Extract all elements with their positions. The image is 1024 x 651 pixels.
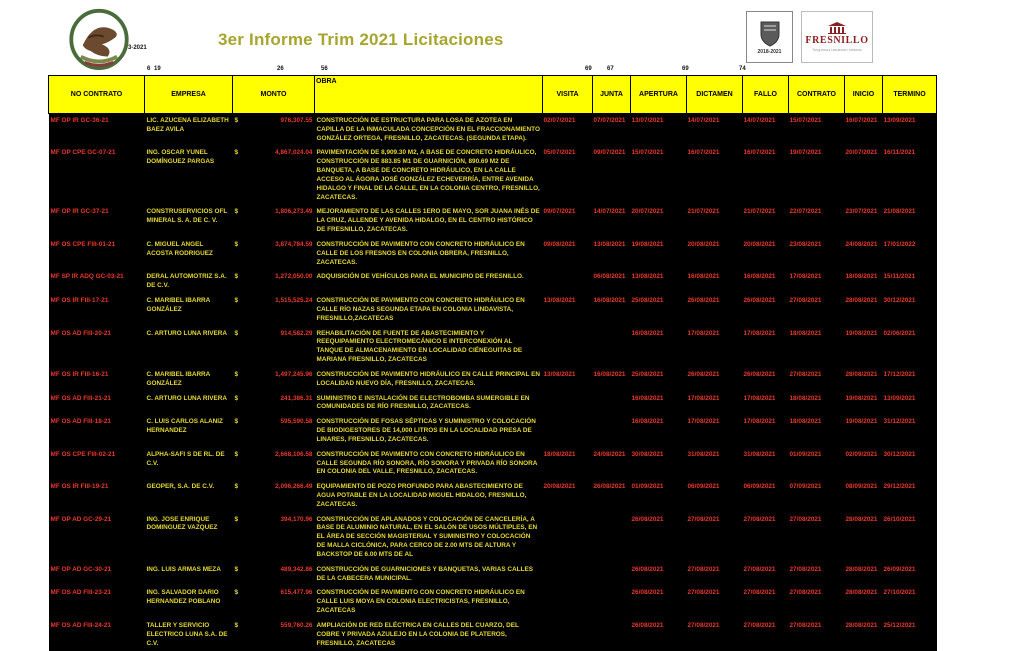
table-row bbox=[49, 205, 937, 237]
period-label: 3-2021 bbox=[128, 45, 147, 51]
cell-empresa: CONSTRUSERVICIOS OFL MINERAL S. A. DE C. V. bbox=[145, 205, 233, 237]
cell-visita bbox=[543, 513, 593, 563]
cell-fallo: 26/08/2021 bbox=[743, 294, 789, 326]
table-row bbox=[49, 327, 937, 368]
cell-empresa: ING. SALVADOR DARIO HERNANDEZ POBLANO bbox=[145, 586, 233, 618]
monto-amount: 489,342.86 bbox=[281, 566, 313, 575]
cell-apertura: 25/08/2021 bbox=[631, 294, 687, 326]
cell-monto bbox=[233, 146, 315, 205]
currency-symbol: $ bbox=[235, 589, 239, 598]
cell-empresa: C. ARTURO LUNA RIVERA bbox=[145, 392, 233, 416]
currency-symbol: $ bbox=[235, 371, 239, 380]
ruler-number: 19 bbox=[154, 66, 161, 72]
cell-dictamen: 16/08/2021 bbox=[687, 270, 743, 294]
cell-apertura: 16/08/2021 bbox=[631, 327, 687, 368]
column-header-no-contrato: NO CONTRATO bbox=[49, 76, 145, 114]
cell-dictamen: 14/07/2021 bbox=[687, 114, 743, 147]
cell-obra: CONSTRUCCIÓN DE PAVIMENTO HIDRÁULICO EN CALLE PRINCIPAL EN LOCALIDAD NUEVO DÍA, FRESNILLO, ZACATECAS. bbox=[315, 368, 543, 392]
cell-fallo: 20/08/2021 bbox=[743, 238, 789, 270]
cell-apertura: 13/08/2021 bbox=[631, 270, 687, 294]
currency-symbol: $ bbox=[235, 418, 239, 427]
cell-termino: 17/12/2021 bbox=[883, 368, 937, 392]
table-row bbox=[49, 415, 937, 447]
cell-fallo: 21/07/2021 bbox=[743, 205, 789, 237]
cell-empresa: LIC. AZUCENA ELIZABETH BAEZ AVILA bbox=[145, 114, 233, 147]
cell-junta bbox=[593, 327, 631, 368]
cell-visita: 13/08/2021 bbox=[543, 368, 593, 392]
cell-visita bbox=[543, 586, 593, 618]
cell-visita: 02/07/2021 bbox=[543, 114, 593, 147]
cell-obra: MEJORAMIENTO DE LAS CALLES 1ERO DE MAYO, SOR JUANA INÉS DE LA CRUZ, ALLENDE Y AVENIDA HIDALGO, EN EL CENTRO HISTÓRICO DE FRESNILLO, ZACATECAS. bbox=[315, 205, 543, 237]
table-row bbox=[49, 368, 937, 392]
column-header-termino: TERMINO bbox=[883, 76, 937, 114]
cell-contrato: 15/07/2021 bbox=[789, 114, 845, 147]
cell-termino: 02/06/2021 bbox=[883, 327, 937, 368]
monto-amount: 2,668,106.58 bbox=[275, 451, 312, 460]
currency-symbol: $ bbox=[235, 149, 239, 158]
cell-dictamen: 31/08/2021 bbox=[687, 448, 743, 480]
cell-monto bbox=[233, 448, 315, 480]
cell-inicio: 20/07/2021 bbox=[845, 146, 883, 205]
column-header-apertura: APERTURA bbox=[631, 76, 687, 114]
cell-junta: 26/08/2021 bbox=[593, 480, 631, 512]
cell-junta: 16/08/2021 bbox=[593, 294, 631, 326]
cell-inicio: 24/08/2021 bbox=[845, 238, 883, 270]
cell-no-contrato: MF OP AD GC-30-21 bbox=[49, 563, 145, 587]
cell-inicio: 19/08/2021 bbox=[845, 327, 883, 368]
cell-contrato: 27/08/2021 bbox=[789, 563, 845, 587]
cell-empresa: C. ARTURO LUNA RIVERA bbox=[145, 327, 233, 368]
cell-contrato: 18/08/2021 bbox=[789, 415, 845, 447]
column-header-dictamen: DICTAMEN bbox=[687, 76, 743, 114]
cell-apertura: 26/08/2021 bbox=[631, 619, 687, 651]
licitaciones-table bbox=[48, 75, 937, 651]
cell-inicio: 28/08/2021 bbox=[845, 513, 883, 563]
ruler-number: 69 bbox=[682, 66, 689, 72]
cell-termino: 30/12/2021 bbox=[883, 294, 937, 326]
cell-apertura: 25/08/2021 bbox=[631, 368, 687, 392]
cell-apertura: 20/07/2021 bbox=[631, 205, 687, 237]
monto-amount: 3,874,784.59 bbox=[275, 241, 312, 250]
cell-junta: 06/08/2021 bbox=[593, 270, 631, 294]
monto-amount: 1,497,245.96 bbox=[275, 371, 312, 380]
cell-apertura: 26/08/2021 bbox=[631, 513, 687, 563]
cell-empresa: TALLER Y SERVICIO ELECTRICO LUNA S.A. DE C.V. bbox=[145, 619, 233, 651]
ruler-number: 69 bbox=[585, 66, 592, 72]
table-row bbox=[49, 480, 937, 512]
cell-inicio: 19/08/2021 bbox=[845, 392, 883, 416]
cell-empresa: ING. OSCAR YUNEL DOMÍNGUEZ PARGAS bbox=[145, 146, 233, 205]
table-body bbox=[49, 114, 937, 651]
cell-inicio: 28/08/2021 bbox=[845, 586, 883, 618]
monto-amount: 394,170.96 bbox=[281, 516, 313, 525]
cell-obra: SUMINISTRO E INSTALACIÓN DE ELECTROBOMBA SUMERGIBLE EN COMUNIDADES DE RÍO FRESNILLO, ZACATECAS. bbox=[315, 392, 543, 416]
cell-no-contrato: MF OS IR FIII-16-21 bbox=[49, 368, 145, 392]
cell-fallo: 16/07/2021 bbox=[743, 146, 789, 205]
cell-monto bbox=[233, 368, 315, 392]
cell-no-contrato: MF OP AD GC-29-21 bbox=[49, 513, 145, 563]
cell-termino: 27/10/2021 bbox=[883, 586, 937, 618]
cell-junta: 09/07/2021 bbox=[593, 146, 631, 205]
cell-empresa: C. MIGUEL ANGEL ACOSTA RODRIGUEZ bbox=[145, 238, 233, 270]
cell-obra: CONSTRUCCIÓN DE ESTRUCTURA PARA LOSA DE AZOTEA EN CAPILLA DE LA INMACULADA CONCEPCIÓN EN EL FRACCIONAMIENTO GONZÁLEZ ORTEGA, FRESNILLO, ZACATECAS. (SEGUNDA ETAPA). bbox=[315, 114, 543, 147]
cell-fallo: 26/08/2021 bbox=[743, 368, 789, 392]
cell-apertura: 30/08/2021 bbox=[631, 448, 687, 480]
cell-monto bbox=[233, 114, 315, 147]
cell-termino: 31/12/2021 bbox=[883, 415, 937, 447]
cell-dictamen: 17/08/2021 bbox=[687, 327, 743, 368]
cell-dictamen: 26/08/2021 bbox=[687, 294, 743, 326]
cell-junta bbox=[593, 415, 631, 447]
table-row bbox=[49, 146, 937, 205]
cell-termino: 29/12/2021 bbox=[883, 480, 937, 512]
cell-termino: 21/08/2021 bbox=[883, 205, 937, 237]
mexico-coat-of-arms-logo bbox=[56, 5, 142, 72]
cell-empresa: C. MARIBEL IBARRA GONZÁLEZ bbox=[145, 294, 233, 326]
cell-contrato: 22/07/2021 bbox=[789, 205, 845, 237]
monto-amount: 2,096,266.49 bbox=[275, 483, 312, 492]
cell-apertura: 19/08/2021 bbox=[631, 238, 687, 270]
cell-dictamen: 26/08/2021 bbox=[687, 368, 743, 392]
cell-fallo: 14/07/2021 bbox=[743, 114, 789, 147]
monto-amount: 241,386.31 bbox=[281, 395, 313, 404]
table-row bbox=[49, 448, 937, 480]
cell-no-contrato: MF OS IR FIII-17-21 bbox=[49, 294, 145, 326]
table-row bbox=[49, 392, 937, 416]
cell-visita bbox=[543, 415, 593, 447]
cell-contrato: 23/08/2021 bbox=[789, 238, 845, 270]
cell-termino: 15/11/2021 bbox=[883, 270, 937, 294]
column-header-contrato: CONTRATO bbox=[789, 76, 845, 114]
cell-contrato: 19/07/2021 bbox=[789, 146, 845, 205]
cell-no-contrato: MF OP CPE GC-07-21 bbox=[49, 146, 145, 205]
cell-monto bbox=[233, 513, 315, 563]
cell-no-contrato: MF OS CPE FIII-01-21 bbox=[49, 238, 145, 270]
monto-amount: 976,307.55 bbox=[281, 117, 313, 126]
ruler-number: 74 bbox=[739, 66, 746, 72]
cell-inicio: 23/07/2021 bbox=[845, 205, 883, 237]
cell-inicio: 28/08/2021 bbox=[845, 563, 883, 587]
cell-contrato: 17/08/2021 bbox=[789, 270, 845, 294]
cell-junta bbox=[593, 563, 631, 587]
fresnillo-logo bbox=[801, 11, 873, 63]
ruler bbox=[0, 66, 1024, 74]
table-header-row bbox=[49, 76, 937, 114]
cell-monto bbox=[233, 327, 315, 368]
cell-junta bbox=[593, 619, 631, 651]
municipal-crest-logo bbox=[746, 11, 793, 63]
cell-contrato: 27/08/2021 bbox=[789, 586, 845, 618]
cell-visita: 18/08/2021 bbox=[543, 448, 593, 480]
cell-dictamen: 27/08/2021 bbox=[687, 563, 743, 587]
cell-visita: 20/08/2021 bbox=[543, 480, 593, 512]
cell-fallo: 17/08/2021 bbox=[743, 392, 789, 416]
currency-symbol: $ bbox=[235, 483, 239, 492]
cell-junta: 14/07/2021 bbox=[593, 205, 631, 237]
monto-amount: 1,272,050.00 bbox=[275, 273, 312, 282]
cell-termino: 13/09/2021 bbox=[883, 114, 937, 147]
cell-no-contrato: MF OS AD FIII-18-21 bbox=[49, 415, 145, 447]
cell-fallo: 27/08/2021 bbox=[743, 586, 789, 618]
column-header-visita: VISITA bbox=[543, 76, 593, 114]
column-header-monto: MONTO bbox=[233, 76, 315, 114]
ruler-number: 67 bbox=[607, 66, 614, 72]
building-icon bbox=[827, 22, 847, 34]
currency-symbol: $ bbox=[235, 395, 239, 404]
cell-no-contrato: MF OP IR GC-37-21 bbox=[49, 205, 145, 237]
cell-termino: 17/01/2022 bbox=[883, 238, 937, 270]
monto-amount: 559,760.26 bbox=[281, 622, 313, 631]
currency-symbol: $ bbox=[235, 241, 239, 250]
cell-no-contrato: MF OS CPE FIII-02-21 bbox=[49, 448, 145, 480]
column-header-junta: JUNTA bbox=[593, 76, 631, 114]
currency-symbol: $ bbox=[235, 330, 239, 339]
cell-monto bbox=[233, 480, 315, 512]
ruler-number: 56 bbox=[321, 66, 328, 72]
cell-contrato: 07/09/2021 bbox=[789, 480, 845, 512]
cell-fallo: 16/08/2021 bbox=[743, 270, 789, 294]
cell-monto bbox=[233, 563, 315, 587]
crest-caption: 2018-2021 bbox=[758, 49, 782, 55]
column-header-fallo: FALLO bbox=[743, 76, 789, 114]
ruler-number: 26 bbox=[277, 66, 284, 72]
cell-fallo: 31/08/2021 bbox=[743, 448, 789, 480]
cell-no-contrato: MF OS AD FIII-23-21 bbox=[49, 586, 145, 618]
monto-amount: 595,590.58 bbox=[281, 418, 313, 427]
cell-obra: PAVIMENTACIÓN DE 8,909.30 M2, A BASE DE CONCRETO HIDRÁULICO, CONSTRUCCIÓN DE 883.85 M1 DE GUARNICIÓN, 890.69 M2 DE BANQUETA, A BASE DE CONCRETO HIDRÁULICO, EN LA CALLE ACCESO AL ÁGORA JOSÉ GONZÁLEZ ECHEVERRÍA, ENTRE AVENIDA HIDALGO Y FINAL DE LA CALLE, EN LA COLONIA CENTRO, FRESNILLO, ZACATECAS. bbox=[315, 146, 543, 205]
fresnillo-brand-tagline: Seguimos haciendo historia bbox=[812, 47, 861, 52]
cell-empresa: C. LUIS CARLOS ALANIZ HERNANDEZ bbox=[145, 415, 233, 447]
cell-monto bbox=[233, 238, 315, 270]
cell-junta bbox=[593, 586, 631, 618]
cell-fallo: 27/08/2021 bbox=[743, 513, 789, 563]
cell-dictamen: 06/09/2021 bbox=[687, 480, 743, 512]
cell-empresa: ALPHA-SAFI S DE RL. DE C.V. bbox=[145, 448, 233, 480]
currency-symbol: $ bbox=[235, 208, 239, 217]
cell-monto bbox=[233, 392, 315, 416]
cell-dictamen: 17/08/2021 bbox=[687, 392, 743, 416]
table-row bbox=[49, 238, 937, 270]
cell-dictamen: 17/08/2021 bbox=[687, 415, 743, 447]
cell-monto bbox=[233, 415, 315, 447]
cell-fallo: 17/08/2021 bbox=[743, 327, 789, 368]
cell-no-contrato: MF SP IR ADQ GC-03-21 bbox=[49, 270, 145, 294]
cell-dictamen: 16/07/2021 bbox=[687, 146, 743, 205]
cell-inicio: 19/08/2021 bbox=[845, 415, 883, 447]
cell-visita bbox=[543, 270, 593, 294]
currency-symbol: $ bbox=[235, 516, 239, 525]
cell-empresa: GEOPER, S.A. DE C.V. bbox=[145, 480, 233, 512]
shield-icon bbox=[759, 20, 781, 48]
cell-apertura: 13/07/2021 bbox=[631, 114, 687, 147]
cell-dictamen: 27/08/2021 bbox=[687, 513, 743, 563]
currency-symbol: $ bbox=[235, 297, 239, 306]
page-title: 3er Informe Trim 2021 Licitaciones bbox=[218, 30, 504, 50]
cell-no-contrato: MF OS AD FIII-21-21 bbox=[49, 392, 145, 416]
cell-inicio: 28/08/2021 bbox=[845, 619, 883, 651]
cell-apertura: 16/08/2021 bbox=[631, 392, 687, 416]
ruler-number: 6 bbox=[147, 66, 150, 72]
cell-visita bbox=[543, 619, 593, 651]
cell-obra: CONSTRUCCIÓN DE PAVIMENTO CON CONCRETO HIDRÁULICO EN CALLE RÍO NAZAS SEGUNDA ETAPA EN COLONIA LINDAVISTA, FRESNILLO,ZACATECAS bbox=[315, 294, 543, 326]
table-row bbox=[49, 563, 937, 587]
cell-termino: 26/10/2021 bbox=[883, 513, 937, 563]
cell-dictamen: 20/08/2021 bbox=[687, 238, 743, 270]
cell-no-contrato: MF OS IR FIII-19-21 bbox=[49, 480, 145, 512]
cell-visita bbox=[543, 392, 593, 416]
cell-apertura: 15/07/2021 bbox=[631, 146, 687, 205]
cell-obra: CONSTRUCCIÓN DE FOSAS SÉPTICAS Y SUMINISTRO Y COLOCACIÓN DE BIODIGESTORES DE 14,000 LITROS EN LA LOCALIDAD PRESA DE LINARES, FRESNILLO, ZACATECAS. bbox=[315, 415, 543, 447]
cell-monto bbox=[233, 586, 315, 618]
cell-no-contrato: MF OP IR GC-36-21 bbox=[49, 114, 145, 147]
cell-apertura: 26/08/2021 bbox=[631, 563, 687, 587]
cell-apertura: 01/09/2021 bbox=[631, 480, 687, 512]
cell-contrato: 27/08/2021 bbox=[789, 294, 845, 326]
table-header bbox=[49, 76, 937, 114]
cell-visita bbox=[543, 327, 593, 368]
cell-apertura: 26/08/2021 bbox=[631, 586, 687, 618]
cell-contrato: 27/08/2021 bbox=[789, 513, 845, 563]
cell-fallo: 17/08/2021 bbox=[743, 415, 789, 447]
monto-amount: 615,477.96 bbox=[281, 589, 313, 598]
column-header-inicio: INICIO bbox=[845, 76, 883, 114]
cell-obra: EQUIPAMIENTO DE POZO PROFUNDO PARA ABASTECIMIENTO DE AGUA POTABLE EN LA LOCALIDAD MIGUEL HIDALGO, FRESNILLO, ZACATECAS. bbox=[315, 480, 543, 512]
monto-amount: 1,806,273.49 bbox=[275, 208, 312, 217]
cell-obra: REHABILITACIÓN DE FUENTE DE ABASTECIMIENTO Y REEQUIPAMIENTO ELECTROMECÁNICO E INTERCONEXIÓN AL TANQUE DE ALMACENAMIENTO EN LOCALIDAD CIÉNEGUITAS DE MARIANA FRESNILLO, ZACATECAS bbox=[315, 327, 543, 368]
cell-obra: CONSTRUCCIÓN DE APLANADOS Y COLOCACIÓN DE CANCELERÍA, A BASE DE ALUMINIO NATURAL, EN EL SALÓN DE USOS MÚLTIPLES, EN EL ÁREA DE SECCIÓN MAGISTERIAL Y SUMINISTRO Y COLOCACIÓN DE MALLA CICLÓNICA, PARA CERCO DE 2.00 MTS DE ALTURA Y BACKSTOP DE 6.00 MTS DE AL bbox=[315, 513, 543, 563]
cell-contrato: 18/08/2021 bbox=[789, 392, 845, 416]
cell-obra: CONSTRUCCIÓN DE GUARNICIONES Y BANQUETAS, VARIAS CALLES DE LA CABECERA MUNICIPAL. bbox=[315, 563, 543, 587]
table-row bbox=[49, 294, 937, 326]
cell-fallo: 27/08/2021 bbox=[743, 619, 789, 651]
cell-dictamen: 27/08/2021 bbox=[687, 619, 743, 651]
cell-junta: 16/08/2021 bbox=[593, 368, 631, 392]
monto-amount: 4,867,024.04 bbox=[275, 149, 312, 158]
cell-monto bbox=[233, 294, 315, 326]
cell-empresa: DERAL AUTOMOTRIZ S.A. DE C.V. bbox=[145, 270, 233, 294]
cell-obra: CONSTRUCCIÓN DE PAVIMENTO CON CONCRETO HIDRÁULICO EN CALLE LUIS MOYA EN COLONIA ELECTRICISTAS, FRESNILLO, ZACATECAS bbox=[315, 586, 543, 618]
cell-empresa: ING. JOSE ENRIQUE DOMINGUEZ VAZQUEZ bbox=[145, 513, 233, 563]
cell-no-contrato: MF OS AD FIII-20-21 bbox=[49, 327, 145, 368]
currency-symbol: $ bbox=[235, 117, 239, 126]
cell-dictamen: 21/07/2021 bbox=[687, 205, 743, 237]
cell-fallo: 06/09/2021 bbox=[743, 480, 789, 512]
cell-junta: 07/07/2021 bbox=[593, 114, 631, 147]
cell-inicio: 28/08/2021 bbox=[845, 294, 883, 326]
cell-visita: 09/08/2021 bbox=[543, 238, 593, 270]
cell-termino: 26/09/2021 bbox=[883, 563, 937, 587]
cell-visita: 05/07/2021 bbox=[543, 146, 593, 205]
cell-visita: 09/07/2021 bbox=[543, 205, 593, 237]
cell-junta: 13/08/2021 bbox=[593, 238, 631, 270]
cell-termino: 30/12/2021 bbox=[883, 448, 937, 480]
currency-symbol: $ bbox=[235, 622, 239, 631]
cell-termino: 13/09/2021 bbox=[883, 392, 937, 416]
cell-apertura: 16/08/2021 bbox=[631, 415, 687, 447]
cell-obra: ADQUISICIÓN DE VEHÍCULOS PARA EL MUNICIPIO DE FRESNILLO. bbox=[315, 270, 543, 294]
cell-inicio: 02/09/2021 bbox=[845, 448, 883, 480]
table-row bbox=[49, 619, 937, 651]
cell-contrato: 27/08/2021 bbox=[789, 368, 845, 392]
monto-amount: 1,515,525.24 bbox=[275, 297, 312, 306]
cell-junta bbox=[593, 392, 631, 416]
fresnillo-brand-name: FRESNILLO bbox=[805, 35, 868, 46]
cell-contrato: 18/08/2021 bbox=[789, 327, 845, 368]
cell-monto bbox=[233, 205, 315, 237]
cell-fallo: 27/08/2021 bbox=[743, 563, 789, 587]
cell-empresa: C. MARIBEL IBARRA GONZÁLEZ bbox=[145, 368, 233, 392]
cell-no-contrato: MF OS AD FIII-24-21 bbox=[49, 619, 145, 651]
cell-contrato: 01/09/2021 bbox=[789, 448, 845, 480]
table-row bbox=[49, 270, 937, 294]
cell-termino: 16/11/2021 bbox=[883, 146, 937, 205]
cell-junta bbox=[593, 513, 631, 563]
table-row bbox=[49, 114, 937, 147]
cell-junta: 24/08/2021 bbox=[593, 448, 631, 480]
cell-visita bbox=[543, 563, 593, 587]
cell-dictamen: 27/08/2021 bbox=[687, 586, 743, 618]
cell-termino: 25/12/2021 bbox=[883, 619, 937, 651]
table-row bbox=[49, 513, 937, 563]
cell-inicio: 16/07/2021 bbox=[845, 114, 883, 147]
currency-symbol: $ bbox=[235, 273, 239, 282]
monto-amount: 914,582.29 bbox=[281, 330, 313, 339]
cell-obra: CONSTRUCCIÓN DE PAVIMENTO CON CONCRETO HIDRÁULICO EN CALLE SEGUNDA RÍO SONORA, RÍO SONORA Y PRIVADA RÍO SONORA EN COLONIA DEL VALLE, FRESNILLO, ZACATECAS. bbox=[315, 448, 543, 480]
cell-visita: 13/08/2021 bbox=[543, 294, 593, 326]
currency-symbol: $ bbox=[235, 451, 239, 460]
cell-obra: CONSTRUCCIÓN DE PAVIMENTO CON CONCRETO HIDRÁULICO EN CALLE DE LOS FRESNOS EN COLONIA OBRERA, FRESNILLO, ZACATECAS. bbox=[315, 238, 543, 270]
cell-inicio: 08/09/2021 bbox=[845, 480, 883, 512]
cell-inicio: 28/08/2021 bbox=[845, 368, 883, 392]
table-row bbox=[49, 586, 937, 618]
column-header-empresa: EMPRESA bbox=[145, 76, 233, 114]
cell-obra: AMPLIACIÓN DE RED ELÉCTRICA EN CALLES DEL CUARZO, DEL COBRE Y PRIVADA AZULEJO EN LA COLONIA DE PLATEROS, FRESNILLO, ZACATECAS bbox=[315, 619, 543, 651]
cell-monto bbox=[233, 619, 315, 651]
cell-monto bbox=[233, 270, 315, 294]
cell-inicio: 18/08/2021 bbox=[845, 270, 883, 294]
cell-empresa: ING. LUIS ARMAS MEZA bbox=[145, 563, 233, 587]
currency-symbol: $ bbox=[235, 566, 239, 575]
cell-contrato: 27/08/2021 bbox=[789, 619, 845, 651]
column-header-obra: OBRA bbox=[315, 76, 543, 114]
